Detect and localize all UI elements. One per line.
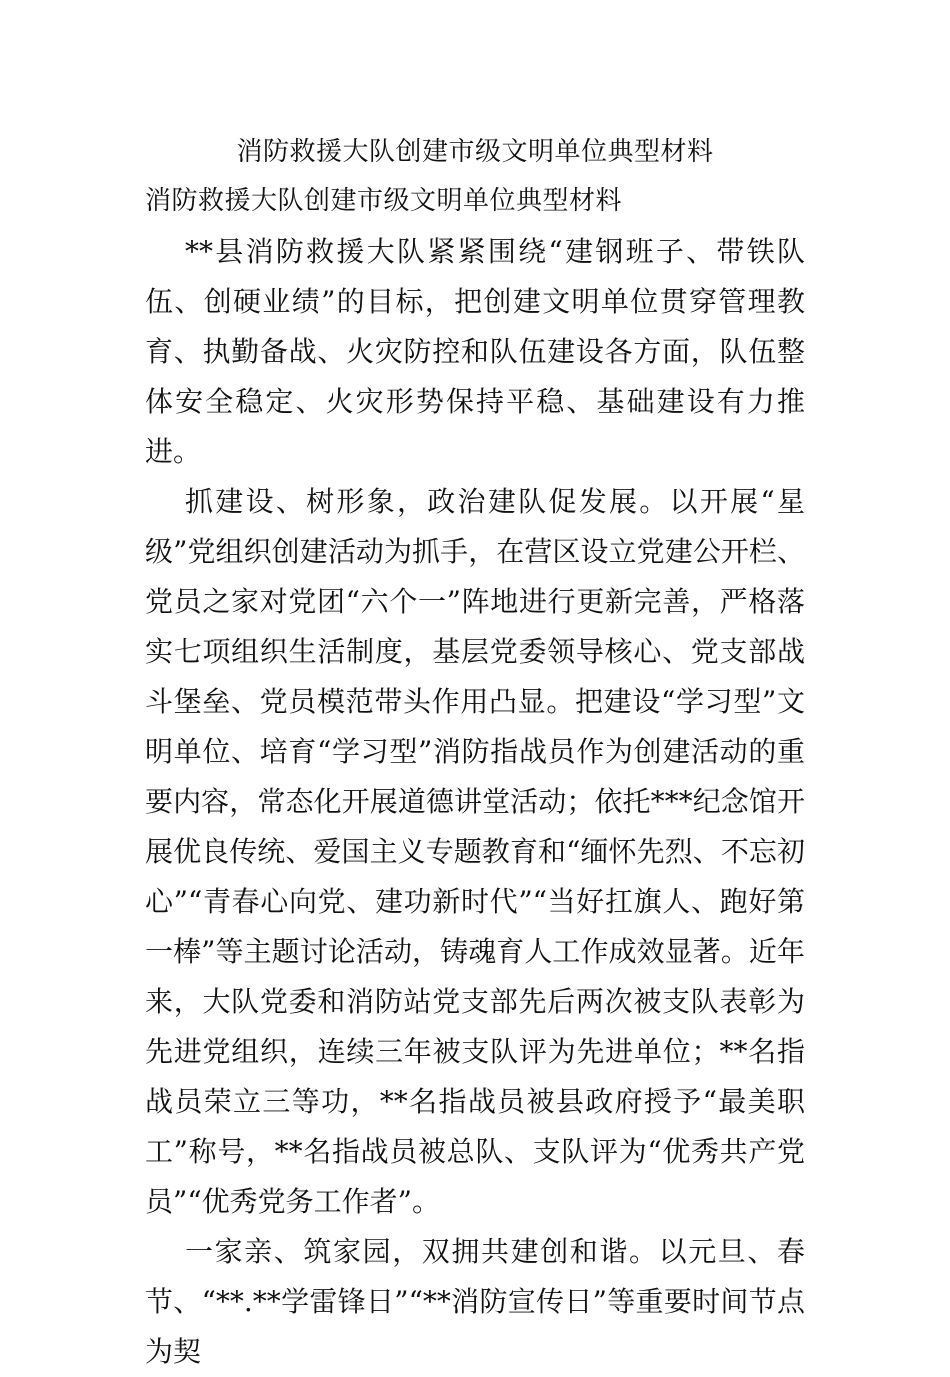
document-subtitle: 消防救援大队创建市级文明单位典型材料: [145, 186, 623, 216]
paragraph-party-building: 抓建设、树形象，政治建队促发展。以开展“星级”党组织创建活动为抓手，在营区设立党建公开栏、党员之家对党团“六个一”阵地进行更新完善，严格落实七项组织生活制度，基层党委领导核心、党支部战斗堡垒、党员模范带头作用凸显。把建设“学习型”文明单位、培育“学习型”消防指战员作为创建活动的重要内容，常态化开展道德讲堂活动；依托***纪念馆开展优良传统、爱国主义专题教育和“缅怀先烈、不忘初心”“青春心向党、建功新时代”“当好扛旗人、跑好第一棒”等主题讨论活动，铸魂育人工作成效显著。近年来，大队党委和消防站党支部先后两次被支队表彰为先进党组织，连续三年被支队评为先进单位；**名指战员荣立三等功，**名指战员被县政府授予“最美职工”称号，**名指战员被总队、支队评为“优秀共产党员”“优秀党务工作者”。: [145, 485, 805, 1218]
paragraph-joint-construction: 一家亲、筑家园，双拥共建创和谐。以元旦、春节、“**.**学雷锋日”“**消防宣传日”等重要时间节点为契: [145, 1235, 805, 1368]
paragraph-intro: **县消防救援大队紧紧围绕“建钢班子、带铁队伍、创硬业绩”的目标，把创建文明单位贯穿管理教育、执勤备战、火灾防控和队伍建设各方面，队伍整体安全稳定、火灾形势保持平稳、基础建设有力推进。: [145, 235, 805, 468]
document-title: 消防救援大队创建市级文明单位典型材料: [236, 137, 714, 167]
document-body: [145, 227, 805, 1377]
